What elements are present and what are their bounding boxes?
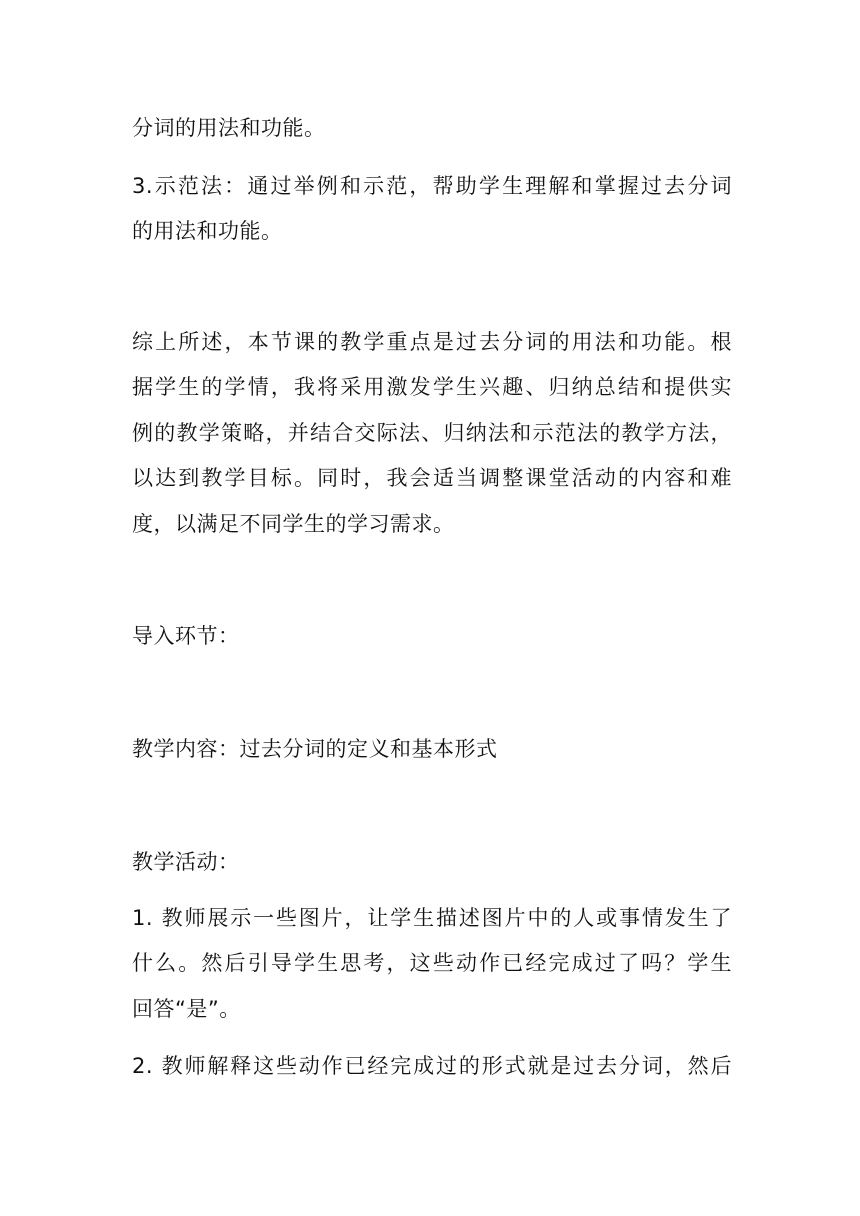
text-line: 3.示范法：通过举例和示范，帮助学生理解和掌握过去分词	[132, 174, 732, 198]
text-line: 1. 教师展示一些图片，让学生描述图片中的人或事情发生了	[132, 906, 732, 930]
text-line: 度，以满足不同学生的学习需求。	[132, 512, 455, 536]
section-heading: 导入环节：	[132, 624, 240, 648]
text-line: 以达到教学目标。同时，我会适当调整课堂活动的内容和难	[132, 466, 732, 490]
text-line: 综上所述，本节课的教学重点是过去分词的用法和功能。根	[132, 330, 732, 354]
text-line: 2. 教师解释这些动作已经完成过的形式就是过去分词，然后	[132, 1054, 732, 1078]
text-line: 什么。然后引导学生思考，这些动作已经完成过了吗？学生	[132, 951, 732, 975]
text-line: 教学内容：过去分词的定义和基本形式	[132, 737, 498, 761]
text-line: 例的教学策略，并结合交际法、归纳法和示范法的教学方法，	[132, 421, 732, 445]
text-line: 的用法和功能。	[132, 219, 283, 243]
section-heading: 教学活动：	[132, 850, 240, 874]
text-line: 回答“是”。	[132, 997, 241, 1021]
text-line: 分词的用法和功能。	[132, 116, 326, 140]
text-line: 据学生的学情，我将采用激发学生兴趣、归纳总结和提供实	[132, 375, 732, 399]
